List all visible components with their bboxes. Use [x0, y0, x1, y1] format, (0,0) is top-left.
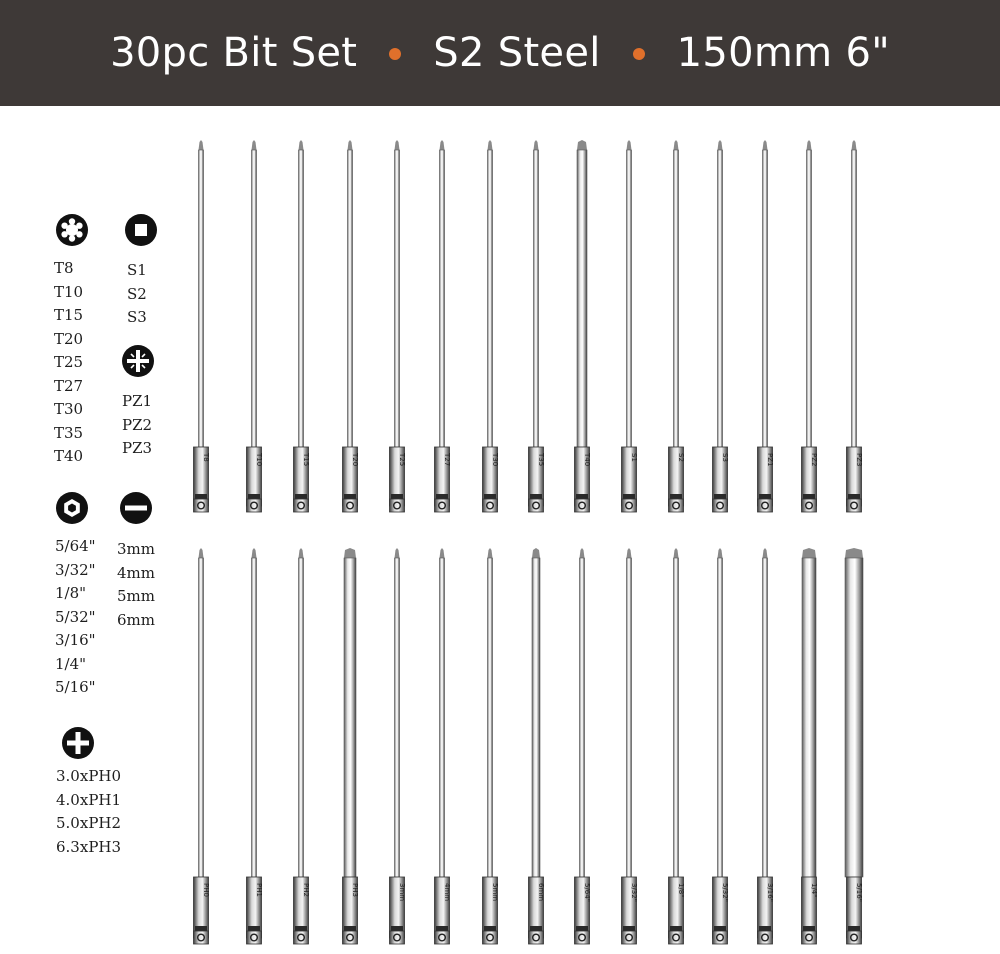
- bit: [247, 140, 264, 512]
- bit: [622, 140, 639, 512]
- bit-size-stamp: 5mm: [491, 883, 499, 902]
- bit-size-stamp: 3/32": [630, 883, 638, 902]
- bit: [343, 140, 360, 512]
- bit-size-stamp: T20: [351, 453, 359, 467]
- bit: [247, 548, 264, 944]
- bit-size-stamp: T27: [443, 453, 451, 467]
- bit-size-stamp: T10: [255, 453, 263, 467]
- legend-size-label: T10: [54, 282, 84, 301]
- legend-size-label: T20: [54, 329, 84, 348]
- bit-size-stamp: 5/32": [721, 883, 729, 902]
- bit: [194, 140, 211, 512]
- legend-size-label: 3/32": [55, 560, 96, 579]
- bit: [483, 140, 500, 512]
- bit: [847, 140, 864, 512]
- legend-size-label: 3.0xPH0: [56, 767, 122, 785]
- bit-size-stamp: PZ1: [766, 453, 774, 467]
- legend-size-label: 5/32": [55, 607, 96, 626]
- bit: [343, 548, 360, 944]
- bit-size-stamp: PH2: [302, 883, 310, 897]
- banner-title-material: S2 Steel: [433, 30, 601, 76]
- bit-size-stamp: 1/8": [677, 883, 685, 898]
- legend-size-label: 5mm: [117, 587, 155, 605]
- legend-size-label: T30: [54, 400, 84, 418]
- bit-size-stamp: S3: [721, 453, 729, 462]
- bit-row-top: [194, 140, 864, 512]
- legend-size-label: 5.0xPH2: [56, 814, 122, 832]
- bit: [390, 140, 407, 512]
- legend-size-label: T8: [54, 259, 74, 277]
- legend-size-label: 3mm: [117, 540, 155, 558]
- legend-size-label: 6mm: [117, 610, 155, 629]
- bit: [713, 140, 730, 512]
- bit-size-stamp: 1/4": [810, 883, 818, 898]
- bit-size-stamp: T40: [583, 453, 591, 467]
- legend-size-label: 5/16": [55, 678, 96, 696]
- bit-size-stamp: 3mm: [398, 883, 406, 902]
- bit: [669, 548, 686, 944]
- bit: [435, 548, 452, 944]
- bit-size-stamp: T35: [537, 453, 545, 467]
- bit: [435, 140, 452, 512]
- bit: [758, 548, 775, 944]
- bit-size-stamp: 5/64": [583, 883, 591, 902]
- legend-size-label: S1: [127, 261, 147, 279]
- legend-size-label: S3: [127, 308, 147, 326]
- bit: [575, 548, 592, 944]
- legend-size-label: PZ2: [122, 415, 153, 434]
- banner-title-length: 150mm 6": [676, 30, 890, 76]
- bit: [622, 548, 639, 944]
- bit-size-stamp: PZ2: [810, 453, 818, 467]
- bit-size-stamp: 5/16": [855, 883, 863, 902]
- bit-size-stamp: PH0: [202, 883, 210, 897]
- legend-size-label: 1/4": [55, 654, 87, 673]
- legend-size-label: S2: [127, 284, 147, 303]
- bit-size-stamp: T15: [302, 453, 310, 467]
- bit-size-stamp: PH3: [351, 883, 359, 897]
- bit-size-stamp: T8: [202, 453, 210, 462]
- bit: [802, 140, 819, 512]
- bit: [802, 548, 819, 944]
- bit-row-bottom: [194, 548, 864, 944]
- legend-size-label: PZ1: [122, 392, 153, 410]
- bit-size-stamp: 4mm: [443, 883, 451, 902]
- legend-size-label: T15: [54, 306, 84, 324]
- legend-size-label: 3/16": [55, 631, 96, 649]
- legend-size-label: T27: [54, 376, 84, 395]
- legend-size-label: PZ3: [122, 439, 153, 457]
- bit: [669, 140, 686, 512]
- legend-size-label: T35: [54, 423, 84, 442]
- bit-size-stamp: 3/16": [766, 883, 774, 902]
- bit: [483, 548, 500, 944]
- legend-size-label: 1/8": [55, 584, 87, 602]
- bit: [845, 548, 863, 944]
- bit: [529, 548, 546, 944]
- legend-size-label: 4.0xPH1: [56, 790, 122, 809]
- bit-size-stamp: 6mm: [537, 883, 545, 902]
- bit-size-stamp: PZ3: [855, 453, 863, 467]
- bit-size-stamp: S2: [677, 453, 685, 462]
- legend-size-label: T40: [54, 447, 84, 465]
- bit-size-stamp: S1: [630, 453, 638, 462]
- bit: [575, 140, 592, 512]
- bit: [390, 548, 407, 944]
- bit: [294, 140, 311, 512]
- bit-size-stamp: T30: [491, 453, 499, 467]
- bit-size-stamp: PH1: [255, 883, 263, 897]
- bit: [294, 548, 311, 944]
- bit: [529, 140, 546, 512]
- legend-size-label: 4mm: [117, 563, 155, 582]
- legend-size-label: 6.3xPH3: [56, 837, 122, 856]
- bit: [758, 140, 775, 512]
- bit: [194, 548, 211, 944]
- bit: [713, 548, 730, 944]
- bit-size-stamp: T25: [398, 453, 406, 467]
- banner-title-count: 30pc Bit Set: [110, 30, 358, 76]
- legend-size-label: T25: [54, 353, 84, 371]
- legend-size-label: 5/64": [55, 537, 96, 555]
